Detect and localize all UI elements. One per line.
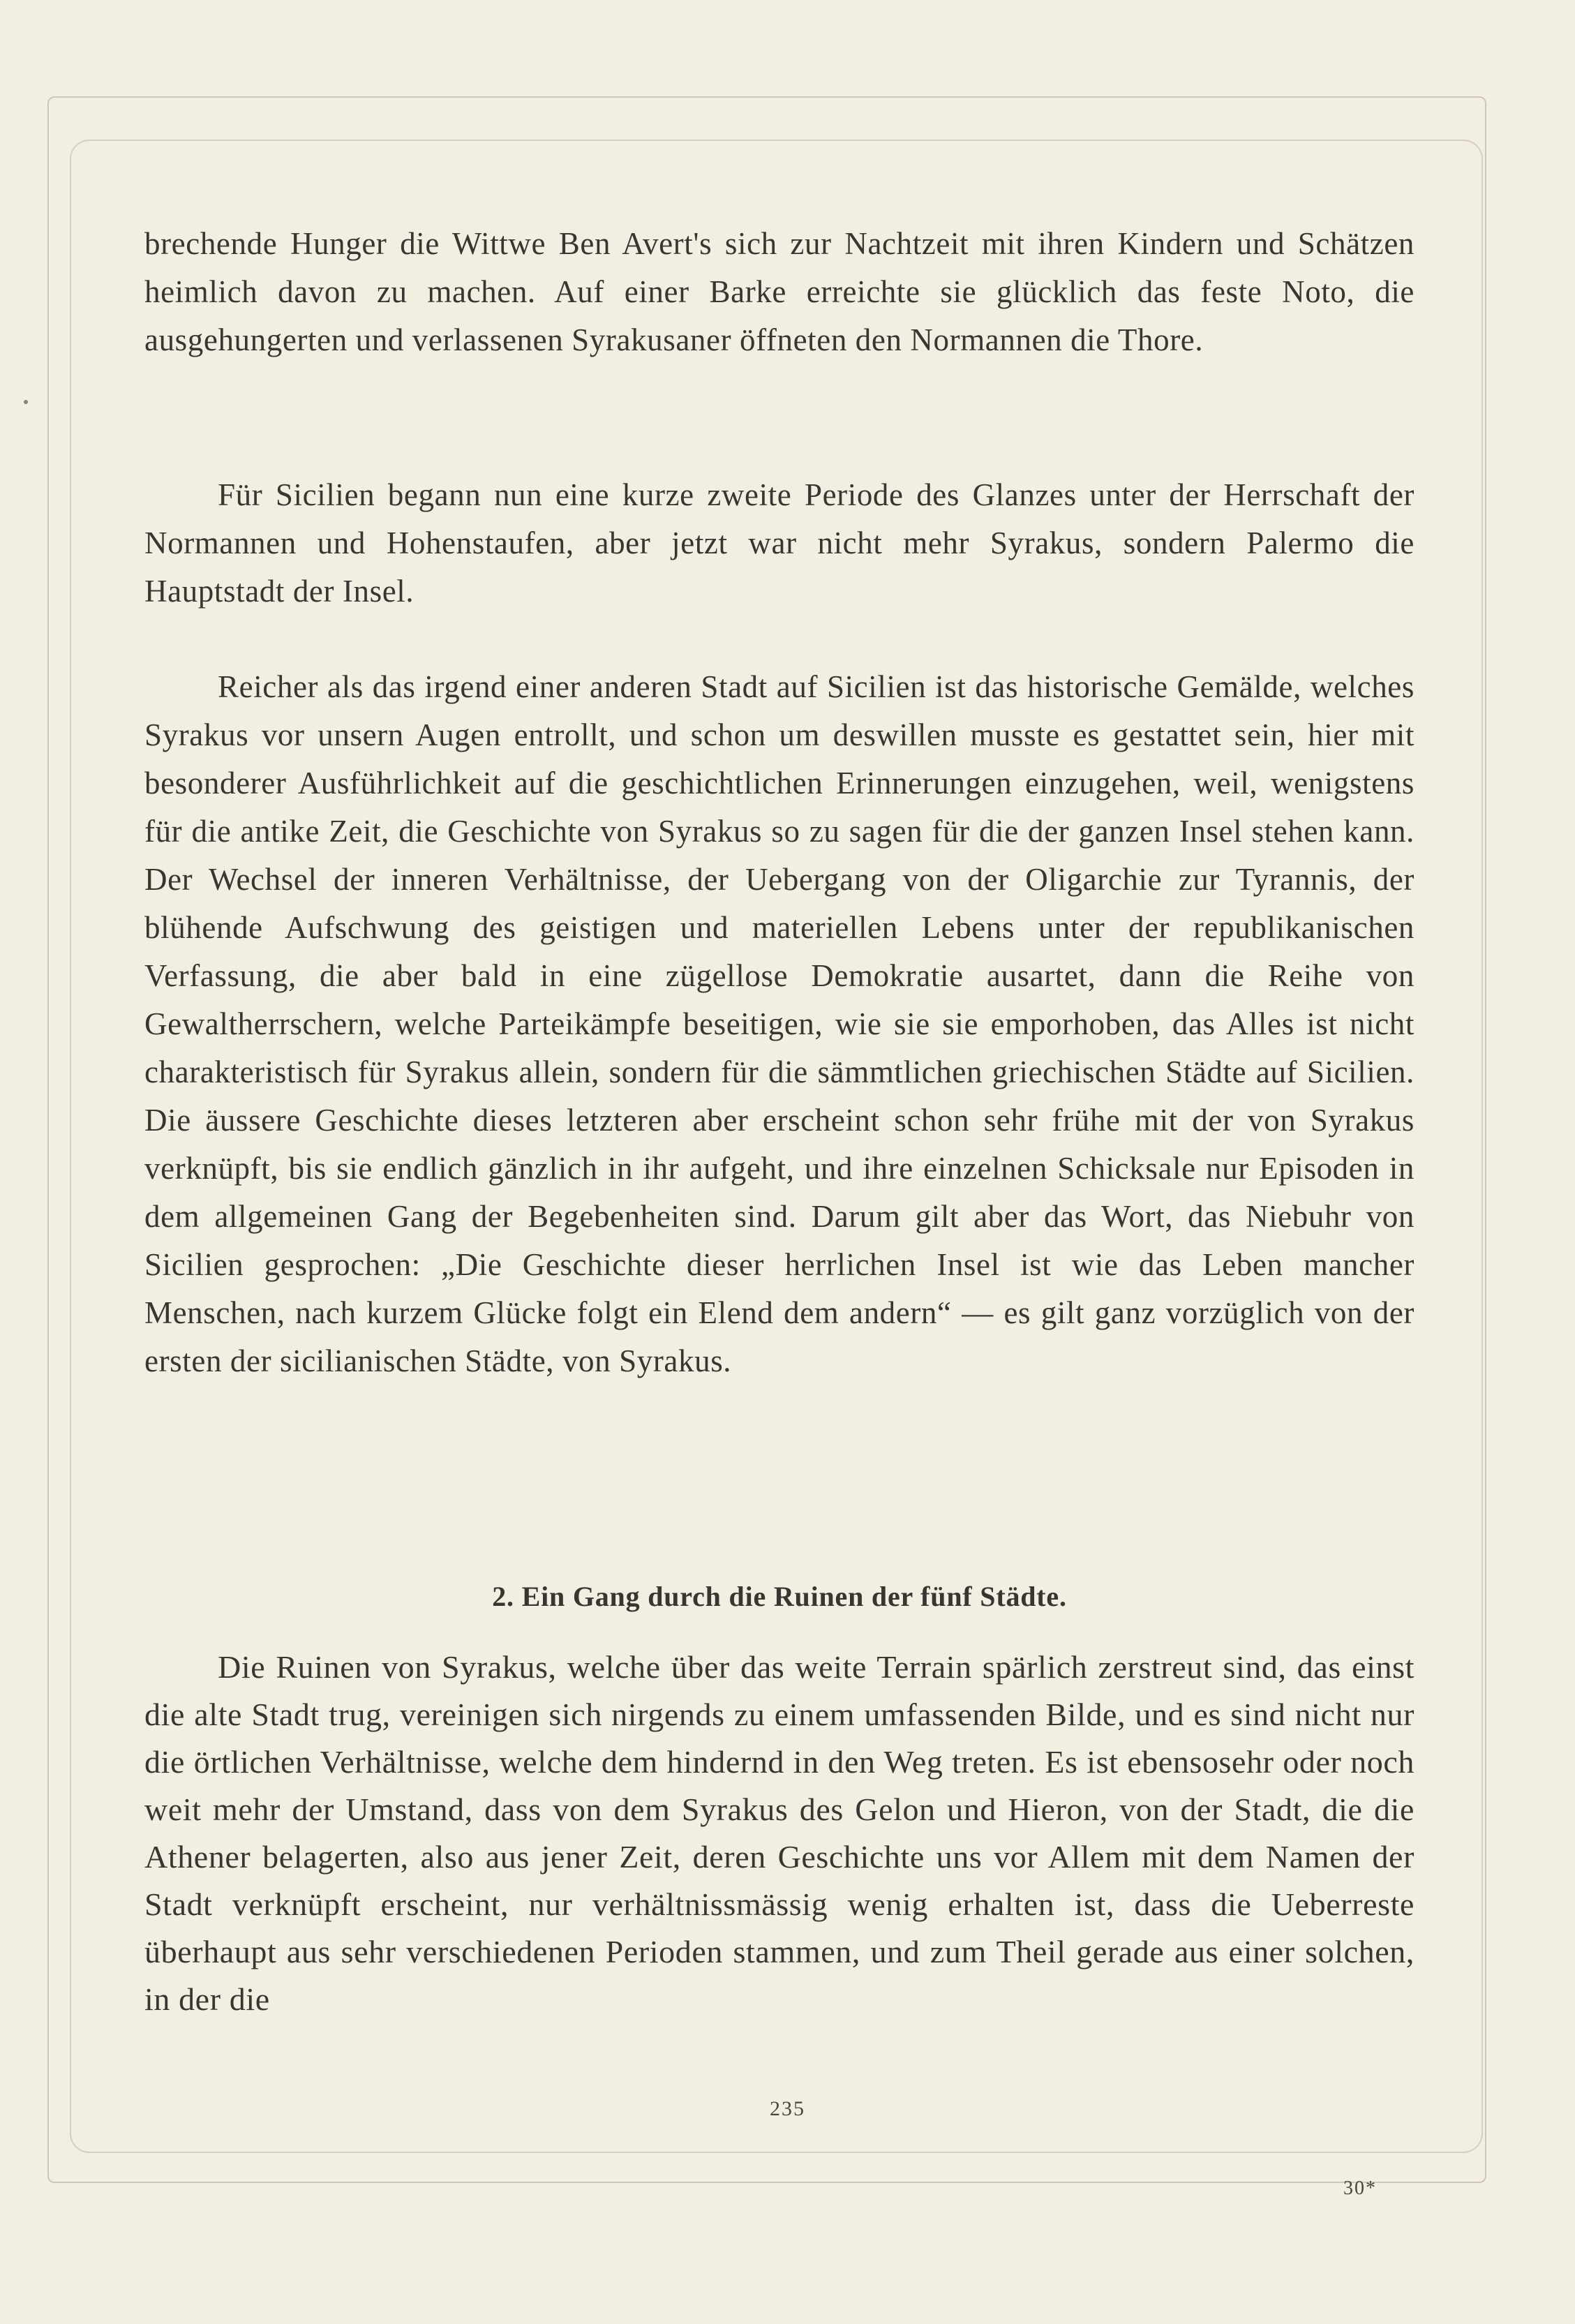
page-number: 235 bbox=[770, 2097, 805, 2120]
signature-mark: 30* bbox=[1343, 2177, 1377, 2199]
paragraph-continuation: brechende Hunger die Wittwe Ben Avert's sich zur Nachtzeit mit ihren Kindern und Schätzen heimlich davon zu machen. Auf einer Barke erreichte sie glücklich das feste Noto, die ausgehungerten und verlassenen Syrakusaner öffneten den Normannen die Thore. bbox=[144, 226, 1414, 357]
section-heading: 2. Ein Gang durch die Ruinen der fünf Städte. bbox=[492, 1581, 1067, 1612]
paragraph-history-syracuse: Reicher als das irgend einer anderen Stadt auf Sicilien ist das historische Gemälde, welches Syrakus vor unsern Augen entrollt, und schon um deswillen musste es gestattet sein, hier mit besonderer Ausführlichkeit auf die geschichtlichen Erinnerungen einzugehen, weil, wenigstens für die antike Zeit, die Geschichte von Syrakus so zu sagen für die der ganzen Insel stehen kann. Der Wechsel der inneren Verhältnisse, der Uebergang von der Oligarchie zur Tyrannis, der blühende Aufschwung des geistigen und materiellen Lebens unter der republikanischen Verfassung, die aber bald in eine zügellose Demokratie ausartet, dann die Reihe von Gewaltherrschern, welche Parteikämpfe beseitigen, wie sie sie emporhoben, das Alles ist nicht charakteristisch für Syrakus allein, sondern für die sämmtlichen griechischen Städte auf Sicilien. Die äussere Geschichte dieses letzteren aber erscheint schon sehr frühe mit der von Syrakus verknüpft, bis sie endlich gänzlich in ihr aufgeht, und ihre einzelnen Schicksale nur Episoden in dem allgemeinen Gang der Begebenheiten sind. Darum gilt aber das Wort, das Niebuhr von Sicilien gesprochen: „Die Geschichte dieser herrlichen Insel ist wie das Leben mancher Menschen, nach kurzem Glücke folgt ein Elend dem andern“ — es gilt ganz vorzüglich von der ersten der sicilianischen Städte, von Syrakus. bbox=[144, 669, 1414, 1378]
margin-speck bbox=[24, 400, 28, 404]
paragraph-sicilian-period: Für Sicilien begann nun eine kurze zweite Periode des Glanzes unter der Herrschaft der Normannen und Hohenstaufen, aber jetzt war nicht mehr Syrakus, sondern Palermo die Hauptstadt der Insel. bbox=[144, 477, 1414, 609]
paragraph-ruins: Die Ruinen von Syrakus, welche über das weite Terrain spärlich zerstreut sind, das einst die alte Stadt trug, vereinigen sich nirgends zu einem umfassenden Bilde, und es sind nicht nur die örtlichen Verhältnisse, welche dem hindernd in den Weg treten. Es ist ebensosehr oder noch weit mehr der Umstand, dass von dem Syrakus des Gelon und Hieron, von der Stadt, die die Athener belagerten, also aus jener Zeit, deren Geschichte uns vor Allem mit dem Namen der Stadt verknüpft erscheint, nur verhältnissmässig wenig erhalten ist, dass die Ueberreste überhaupt aus sehr verschiedenen Perioden stammen, und zum Theil gerade aus einer solchen, in der die bbox=[144, 1649, 1414, 2017]
